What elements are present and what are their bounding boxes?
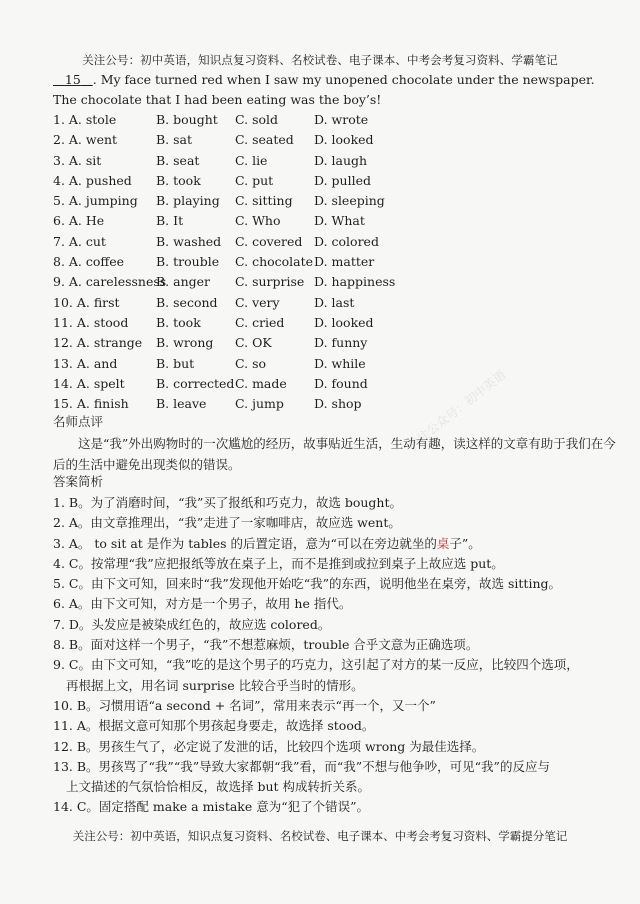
option-choice: B. sat [156, 132, 193, 148]
option-choice: D. found [314, 375, 368, 391]
page-header: 关注公号：初中英语，知识点复习资料、名校试卷、电子课本、中考会考复习资料、学霸笔记 [82, 53, 558, 67]
option-choice: 5. A. jumping [53, 193, 138, 209]
option-row [53, 313, 613, 333]
option-choice: C. sitting [235, 193, 293, 209]
option-row [53, 191, 613, 211]
answer-text: 2. A。由文章推理出，“我”走进了一家咖啡店，故应选 went。 [53, 515, 401, 531]
answer-item [53, 797, 619, 817]
answer-item [53, 513, 619, 533]
option-choice: D. pulled [314, 172, 371, 188]
option-choice: C. Who [235, 213, 281, 229]
option-choice: D. colored [314, 233, 379, 249]
answer-text: 6. A。由下文可知，对方是一个男子，故用 he 指代。 [53, 596, 352, 612]
option-choice: B. seat [156, 152, 200, 168]
option-choice: D. looked [314, 314, 374, 330]
option-choice: 7. A. cut [53, 233, 106, 249]
option-row [53, 130, 613, 150]
option-choice: B. took [156, 172, 201, 188]
answer-text: 11. A。根据文意可知那个男孩起身要走，故选择 stood。 [53, 718, 375, 734]
question-15-blank: 15 [64, 72, 81, 87]
answer-item [53, 655, 619, 696]
option-choice: 4. A. pushed [53, 172, 132, 188]
option-row [53, 110, 613, 130]
answer-text: 子”。 [449, 535, 481, 551]
option-choice: B. wrong [156, 335, 214, 351]
answer-text: 13. B。男孩骂了“我”“我”导致大家都朝“我”看，而“我”不想与他争吵，可见“我”的反应与 [53, 758, 550, 774]
option-choice: D. laugh [314, 152, 368, 168]
option-row [53, 354, 613, 374]
option-choice: C. put [235, 172, 274, 188]
option-row [53, 374, 613, 394]
answer-text: 12. B。男孩生气了，必定说了发泄的话，比较四个选项 wrong 为最佳选择。 [53, 738, 485, 754]
option-choice: D. wrote [314, 112, 369, 127]
option-choice: B. It [156, 213, 184, 229]
answer-text: 3. A。 to sit at 是作为 tables 的后置定语，意为“可以在旁边就坐的 [53, 535, 437, 551]
answer-text: 5. C。由下文可知，回来时“我”发现他开始吃“我”的东西，说明他坐在桌旁，故选 sitting。 [53, 576, 562, 592]
option-choice: C. cried [235, 314, 285, 330]
option-choice: 3. A. sit [53, 152, 102, 168]
option-row [53, 272, 613, 292]
comment-text: 这是“我”外出购物时的一次尴尬的经历，故事贴近生活，生动有趣，读这样的文章有助于我们在今后的生活中避免出现类似的错误。 [53, 436, 616, 472]
option-choice: D. shop [314, 396, 362, 412]
answer-text: 1. B。为了消磨时间，“我”买了报纸和巧克力，故选 bought。 [53, 495, 402, 510]
option-choice: C. lie [235, 152, 268, 168]
option-row [53, 232, 613, 252]
answer-text-continued: 再根据上文，用名词 surprise 比较合乎当时的情形。 [66, 677, 364, 693]
option-row [53, 293, 613, 313]
answer-item [53, 635, 619, 655]
question-15-paragraph [53, 70, 613, 110]
option-choice: 14. A. spelt [53, 375, 125, 391]
option-choice: B. took [156, 314, 201, 330]
option-choice: C. seated [235, 132, 294, 148]
answer-item [53, 574, 619, 594]
option-row [53, 151, 613, 171]
options-list [53, 110, 613, 414]
option-choice: B. corrected [156, 375, 235, 391]
answer-item [53, 493, 619, 513]
answer-item [53, 716, 619, 736]
option-choice: 6. A. He [53, 213, 105, 229]
option-choice: B. second [156, 294, 218, 310]
answer-highlight: 桌 [436, 535, 450, 551]
option-row [53, 252, 613, 272]
answer-text: 10. B。习惯用语“a second + 名词”，常用来表示“再一个，又一个” [53, 697, 436, 713]
answer-item [53, 696, 619, 716]
option-choice: B. leave [156, 396, 207, 412]
answers-title: 答案简析 [53, 474, 104, 489]
option-choice: 9. A. carelessness [53, 274, 167, 290]
option-row [53, 333, 613, 353]
option-row [53, 171, 613, 191]
option-choice: C. covered [235, 233, 303, 249]
option-choice: 2. A. went [53, 132, 118, 148]
option-choice: C. jump [235, 396, 284, 412]
answer-item [53, 737, 619, 757]
option-choice: B. but [156, 355, 195, 371]
answer-text: 9. C。由下文可知，“我”吃的是这个男子的巧克力，这引起了对方的某一反应，比较四个选项， [53, 657, 579, 673]
option-choice: D. while [314, 355, 366, 371]
option-choice: 1. A. stole [53, 112, 117, 127]
option-choice: D. looked [314, 132, 374, 148]
option-choice: C. made [235, 375, 287, 391]
answer-item [53, 594, 619, 614]
answer-item [53, 615, 619, 635]
option-choice: D. last [314, 294, 355, 310]
option-choice: B. trouble [156, 254, 220, 270]
watermark: 关注公众号：初中英语 [405, 367, 509, 453]
option-choice: 15. A. finish [53, 396, 129, 412]
option-choice: C. surprise [235, 274, 305, 290]
answer-item [53, 534, 619, 554]
answer-text: 4. C。按常理“我”应把报纸等放在桌子上，而不是推到或拉到桌子上故应选 put。 [53, 555, 504, 571]
answers-list [53, 493, 619, 818]
option-choice: 10. A. first [53, 294, 120, 310]
comment-title: 名师点评 [53, 414, 104, 429]
option-choice: C. chocolate [235, 254, 314, 270]
option-choice: B. anger [156, 274, 211, 290]
question-15-text: . My face turned red when I saw my unopened chocolate under the newspaper. The chocolate that I had been eating was the boy’s! [53, 72, 595, 107]
option-choice: D. matter [314, 254, 375, 270]
option-row [53, 211, 613, 231]
option-choice: D. What [314, 213, 365, 229]
answer-item [53, 757, 619, 798]
option-choice: D. happiness [314, 274, 396, 290]
option-choice: C. so [235, 355, 267, 371]
comment-paragraph [53, 434, 619, 475]
answer-text: 14. C。固定搭配 make a mistake 意为“犯了个错误”。 [53, 799, 370, 815]
option-choice: B. bought [156, 112, 218, 127]
option-choice: 11. A. stood [53, 314, 129, 330]
option-choice: D. sleeping [314, 193, 385, 209]
option-choice: B. playing [156, 193, 220, 209]
option-choice: 8. A. coffee [53, 254, 125, 270]
option-choice: B. washed [156, 233, 222, 249]
option-choice: C. OK [235, 335, 272, 351]
option-choice: C. sold [235, 112, 279, 127]
option-choice: 13. A. and [53, 355, 118, 371]
page-footer: 关注公号：初中英语，知识点复习资料、名校试卷、电子课本、中考会考复习资料、学霸提分笔记 [72, 829, 568, 843]
answer-text-continued: 上文描述的气氛恰恰相反，故选择 but 构成转折关系。 [66, 779, 371, 795]
option-row [53, 394, 613, 414]
option-choice: C. very [235, 294, 280, 310]
answer-text: 7. D。头发应是被染成红色的，故应选 colored。 [53, 616, 331, 632]
option-choice: D. funny [314, 335, 368, 351]
answer-item [53, 554, 619, 574]
answer-text: 8. B。面对这样一个男子，“我”不想惹麻烦，trouble 合乎文意为正确选项。 [53, 637, 479, 653]
option-choice: 12. A. strange [53, 335, 143, 351]
